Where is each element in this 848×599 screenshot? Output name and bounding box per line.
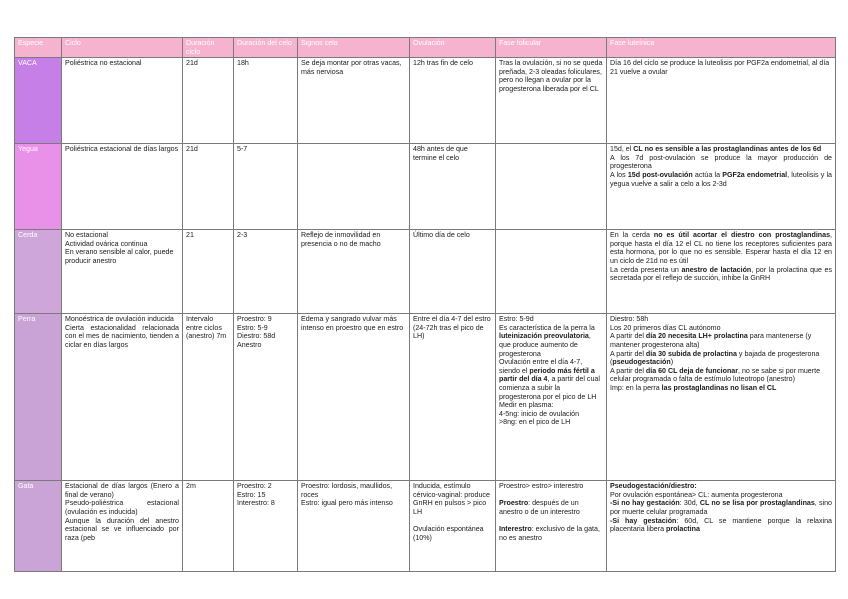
ovulacion-line: 12h tras fin de celo [413,59,473,68]
luteinica-line: Día 16 del ciclo se produce la luteolisis por PGF2a endometrial, al día 21 vuelve a ovular [610,59,830,76]
ciclo-cell [62,481,183,572]
header-especie: Especie [15,38,62,58]
bold-run: Pseudogestación/diestro: [610,482,697,491]
text-run: En la cerda [610,231,654,240]
signos-line: Edema y sangrado vulvar más intenso en proestro que en estro [301,315,404,332]
text-run: A los [610,170,628,179]
luteinica-line [610,499,832,516]
ovulacion-line: Ovulación espontánea (10%) [413,525,484,542]
reproductive-cycle-table [14,37,836,572]
spacer-line [499,517,603,526]
duracion-ciclo-cell [183,58,234,144]
header-row [15,38,836,58]
text-run: : 30d, [679,499,700,508]
duracion-ciclo-line: 2m [186,482,196,491]
duracion-celo-cell [234,314,298,481]
folicular-cell [496,481,607,572]
text-run: , sino por muerte celular programada [610,499,832,516]
text-run: 15d, el [610,145,634,154]
duracion-celo-line: 5-7 [237,145,248,154]
luteinica-cell [607,58,836,144]
duracion-celo-line: Estro: 15 [237,490,266,499]
text-run: Ovulación entre el día 4-7, siendo el [499,358,583,375]
duracion-celo-line: Diestro: 58d [237,332,276,341]
bold-run: CL no es sensible a las prostaglandinas antes de los 6d [633,145,822,154]
ciclo-line: No estacional [65,231,108,240]
luteinica-line [610,231,832,265]
ciclo-cell [62,230,183,314]
ciclo-line: Pseudo-poliéstrica estacional (ovulación es inducida) [65,499,179,516]
text-run: , no se sabe si por muerte celular programada o falta de estímulo luteotropo (anestro) [610,366,821,384]
folicular-line: 4-5ng: inicio de ovulación [499,409,580,418]
duracion-ciclo-cell [183,144,234,230]
ciclo-cell [62,58,183,144]
text-run: : 60d, CL se mantiene porque la relaxina placentaria libera [610,516,832,534]
header-duracion-ciclo: Duración ciclo [183,38,234,58]
bold-run: -Si no hay gestación [610,499,680,508]
luteinica-line [610,482,832,491]
luteinica-line: Por ovulación espontánea> CL: aumenta progesterona [610,490,783,499]
text-run: para mantenerse (y mantener progesterona alta) [610,332,812,349]
luteinica-line: Diestro: 58h [610,315,649,324]
ovulacion-cell [410,314,496,481]
bold-run: CL no se lisa por prostaglandinas [699,499,815,508]
text-run: A partir del [610,349,646,358]
luteinica-line [610,266,832,283]
table-row-yegua [15,144,836,230]
luteinica-line [610,332,832,349]
header-ciclo: Ciclo [62,38,183,58]
bold-run: las prostaglandinas no lisan el CL [661,383,777,392]
bold-run: día 20 necesita LH+ prolactina [645,332,748,341]
species-cell: VACA [15,58,62,144]
species-cell: Perra [15,314,62,481]
bold-run: día 60 CL deja de funcionar [645,366,739,375]
text-run: , porque hasta el día 12 el CL no tiene los receptores suficientes para esta hormona, por lo que no es sensible. Esperar hasta el día 12 en un ciclo de 21d no es útil [610,231,832,265]
folicular-line: Proestro> estro> interestro [499,482,584,491]
bold-run: no es útil acortar el diestro con prostaglandinas [653,231,831,240]
text-run: ) [670,358,674,367]
ovulacion-line: (24-72h tras el pico de LH) [413,323,484,341]
folicular-line [499,358,603,401]
header-duracion-celo: Duración del celo [234,38,298,58]
bold-run: luteinización preovulatoria [499,332,589,341]
bold-run: periodo más fértil a partir del día 4 [499,366,595,384]
ovulacion-line: Último día de celo [413,231,470,240]
bold-run: PGF2a endometrial [722,170,788,179]
folicular-cell [496,314,607,481]
ciclo-line: En verano sensible al calor, puede producir anestro [65,248,174,265]
folicular-cell [496,230,607,314]
luteinica-line [610,384,832,393]
text-run: Imp: en la perra [610,383,662,392]
text-run: A partir del [610,332,646,341]
ciclo-line: Estacional de días largos (Enero a final de verano) [65,482,179,499]
text-run: actúa la [692,170,723,179]
ovulacion-line: 48h antes de que termine el celo [413,145,468,162]
luteinica-line [610,517,832,534]
luteinica-cell [607,144,836,230]
text-run: : después de un anestro o de un interestro [499,499,580,516]
bold-run: anestro de lactación [681,265,752,274]
signos-line: Reflejo de inmovilidad en presencia o no de macho [301,231,381,248]
text-run: , a partir del cual comienza a subir la progesterona por el pico de LH [499,375,600,401]
signos-line: Proestro: lordosis, maullidos, roces [301,482,393,499]
text-run: A partir del [610,366,646,375]
duracion-celo-line: Proestro: 2 [237,482,272,491]
signos-cell [298,230,410,314]
duracion-celo-cell [234,230,298,314]
signos-cell [298,144,410,230]
ciclo-cell [62,314,183,481]
ciclo-line: Monoéstrica de ovulación inducida [65,315,174,324]
table-row-vaca [15,58,836,144]
text-run: Es característica de la perra la [499,323,595,332]
duracion-celo-cell [234,144,298,230]
duracion-ciclo-cell [183,230,234,314]
duracion-ciclo-line: 21 [186,231,194,240]
text-run: , luteolisis y la yegua vuelve a salir a celo a los 2-3d [610,170,832,188]
folicular-line [499,525,603,542]
luteinica-line [610,171,832,188]
duracion-ciclo-cell [183,481,234,572]
species-cell: Cerda [15,230,62,314]
ovulacion-cell [410,230,496,314]
species-cell: Gata [15,481,62,572]
duracion-celo-cell [234,58,298,144]
spacer-line [499,491,603,500]
bold-run: día 30 subida de prolactina [645,349,737,358]
table-row-cerda [15,230,836,314]
species-cell: Yegua [15,144,62,230]
ciclo-line: Cierta estacionalidad relacionada con el mes de nacimiento, tienden a ciclar en días largos [65,323,179,349]
duracion-ciclo-line: 21d [186,59,198,68]
luteinica-line [610,145,832,154]
signos-cell [298,481,410,572]
duracion-celo-line: Interestro: 8 [237,499,275,508]
duracion-ciclo-cell [183,314,234,481]
ciclo-line: Poliéstrica no estacional [65,59,142,68]
ovulacion-cell [410,144,496,230]
header-fase-luteinica: Fase luteínica [607,38,836,58]
table-row-gata [15,481,836,572]
folicular-cell [496,144,607,230]
ovulacion-line: Entre el día 4-7 del estro [413,315,491,324]
signos-cell [298,314,410,481]
bold-run: -Si hay gestación [610,516,677,525]
duracion-ciclo-line: Intervalo entre ciclos (anestro) 7m [186,315,227,341]
bold-run: Proestro [499,499,529,508]
luteinica-line: Los 20 primeros días CL autónomo [610,323,721,332]
luteinica-line [610,367,832,384]
duracion-celo-cell [234,481,298,572]
header-ovulacion: Ovulación [410,38,496,58]
table-row-perra [15,314,836,481]
text-run: La cerda presenta un [610,265,682,274]
folicular-line: >8ng: en el pico de LH [499,418,571,427]
ovulacion-cell [410,481,496,572]
luteinica-line [610,350,832,367]
duracion-celo-line: 18h [237,59,249,68]
duracion-celo-line: Estro: 5-9 [237,323,268,332]
ovulacion-line: Inducida, estímulo cérvico-vaginal: produce GnRH en pulsos > pico LH [413,482,490,516]
signos-line: Estro: igual pero más intenso [301,499,393,508]
text-run: , que produce aumento de progesterona [499,332,591,358]
duracion-celo-line: Anestro [237,340,262,349]
luteinica-cell [607,481,836,572]
ovulacion-line [413,517,492,526]
ciclo-cell [62,144,183,230]
luteinica-cell [607,314,836,481]
luteinica-line: A los 7d post-ovulación se produce la mayor producción de progesterona [610,153,832,171]
folicular-line: Estro: 5-9d [499,315,534,324]
signos-line: Se deja montar por otras vacas, más nerviosa [301,59,402,76]
header-fase-folicular: Fase folicular [496,38,607,58]
text-run: : exclusivo de la gata, no es anestro [499,525,600,542]
bold-run: pseudogestación [612,358,671,367]
ciclo-line: Aunque la duración del anestro estacional se ve influenciado por raza (peb [65,516,179,542]
duracion-celo-line: Proestro: 9 [237,315,272,324]
duracion-ciclo-line: 21d [186,145,198,154]
folicular-line [499,499,603,516]
folicular-line [499,324,603,358]
folicular-line: Medir en plasma: [499,401,554,410]
ovulacion-cell [410,58,496,144]
text-run: , por la prolactina que es secretada por el reflejo de succión, inhibe la GnRH [610,265,832,283]
header-signos-celo: Signos celo [298,38,410,58]
folicular-line: Tras la ovulación, si no se queda preñada, 2-3 oleadas foliculares, pero no llegan a ovular por la progesterona liberada por el CL [499,59,603,93]
bold-run: prolactina [666,525,700,534]
bold-run: 15d post-ovulación [627,170,693,179]
ciclo-line: Poliéstrica estacional de días largos [65,145,179,154]
folicular-cell [496,58,607,144]
duracion-celo-line: 2-3 [237,231,248,240]
bold-run: Interestro [499,525,532,534]
text-run: y bajada de progesterona ( [610,349,820,367]
ciclo-line: Actividad ovárica continua [65,239,148,248]
signos-cell [298,58,410,144]
luteinica-cell [607,230,836,314]
